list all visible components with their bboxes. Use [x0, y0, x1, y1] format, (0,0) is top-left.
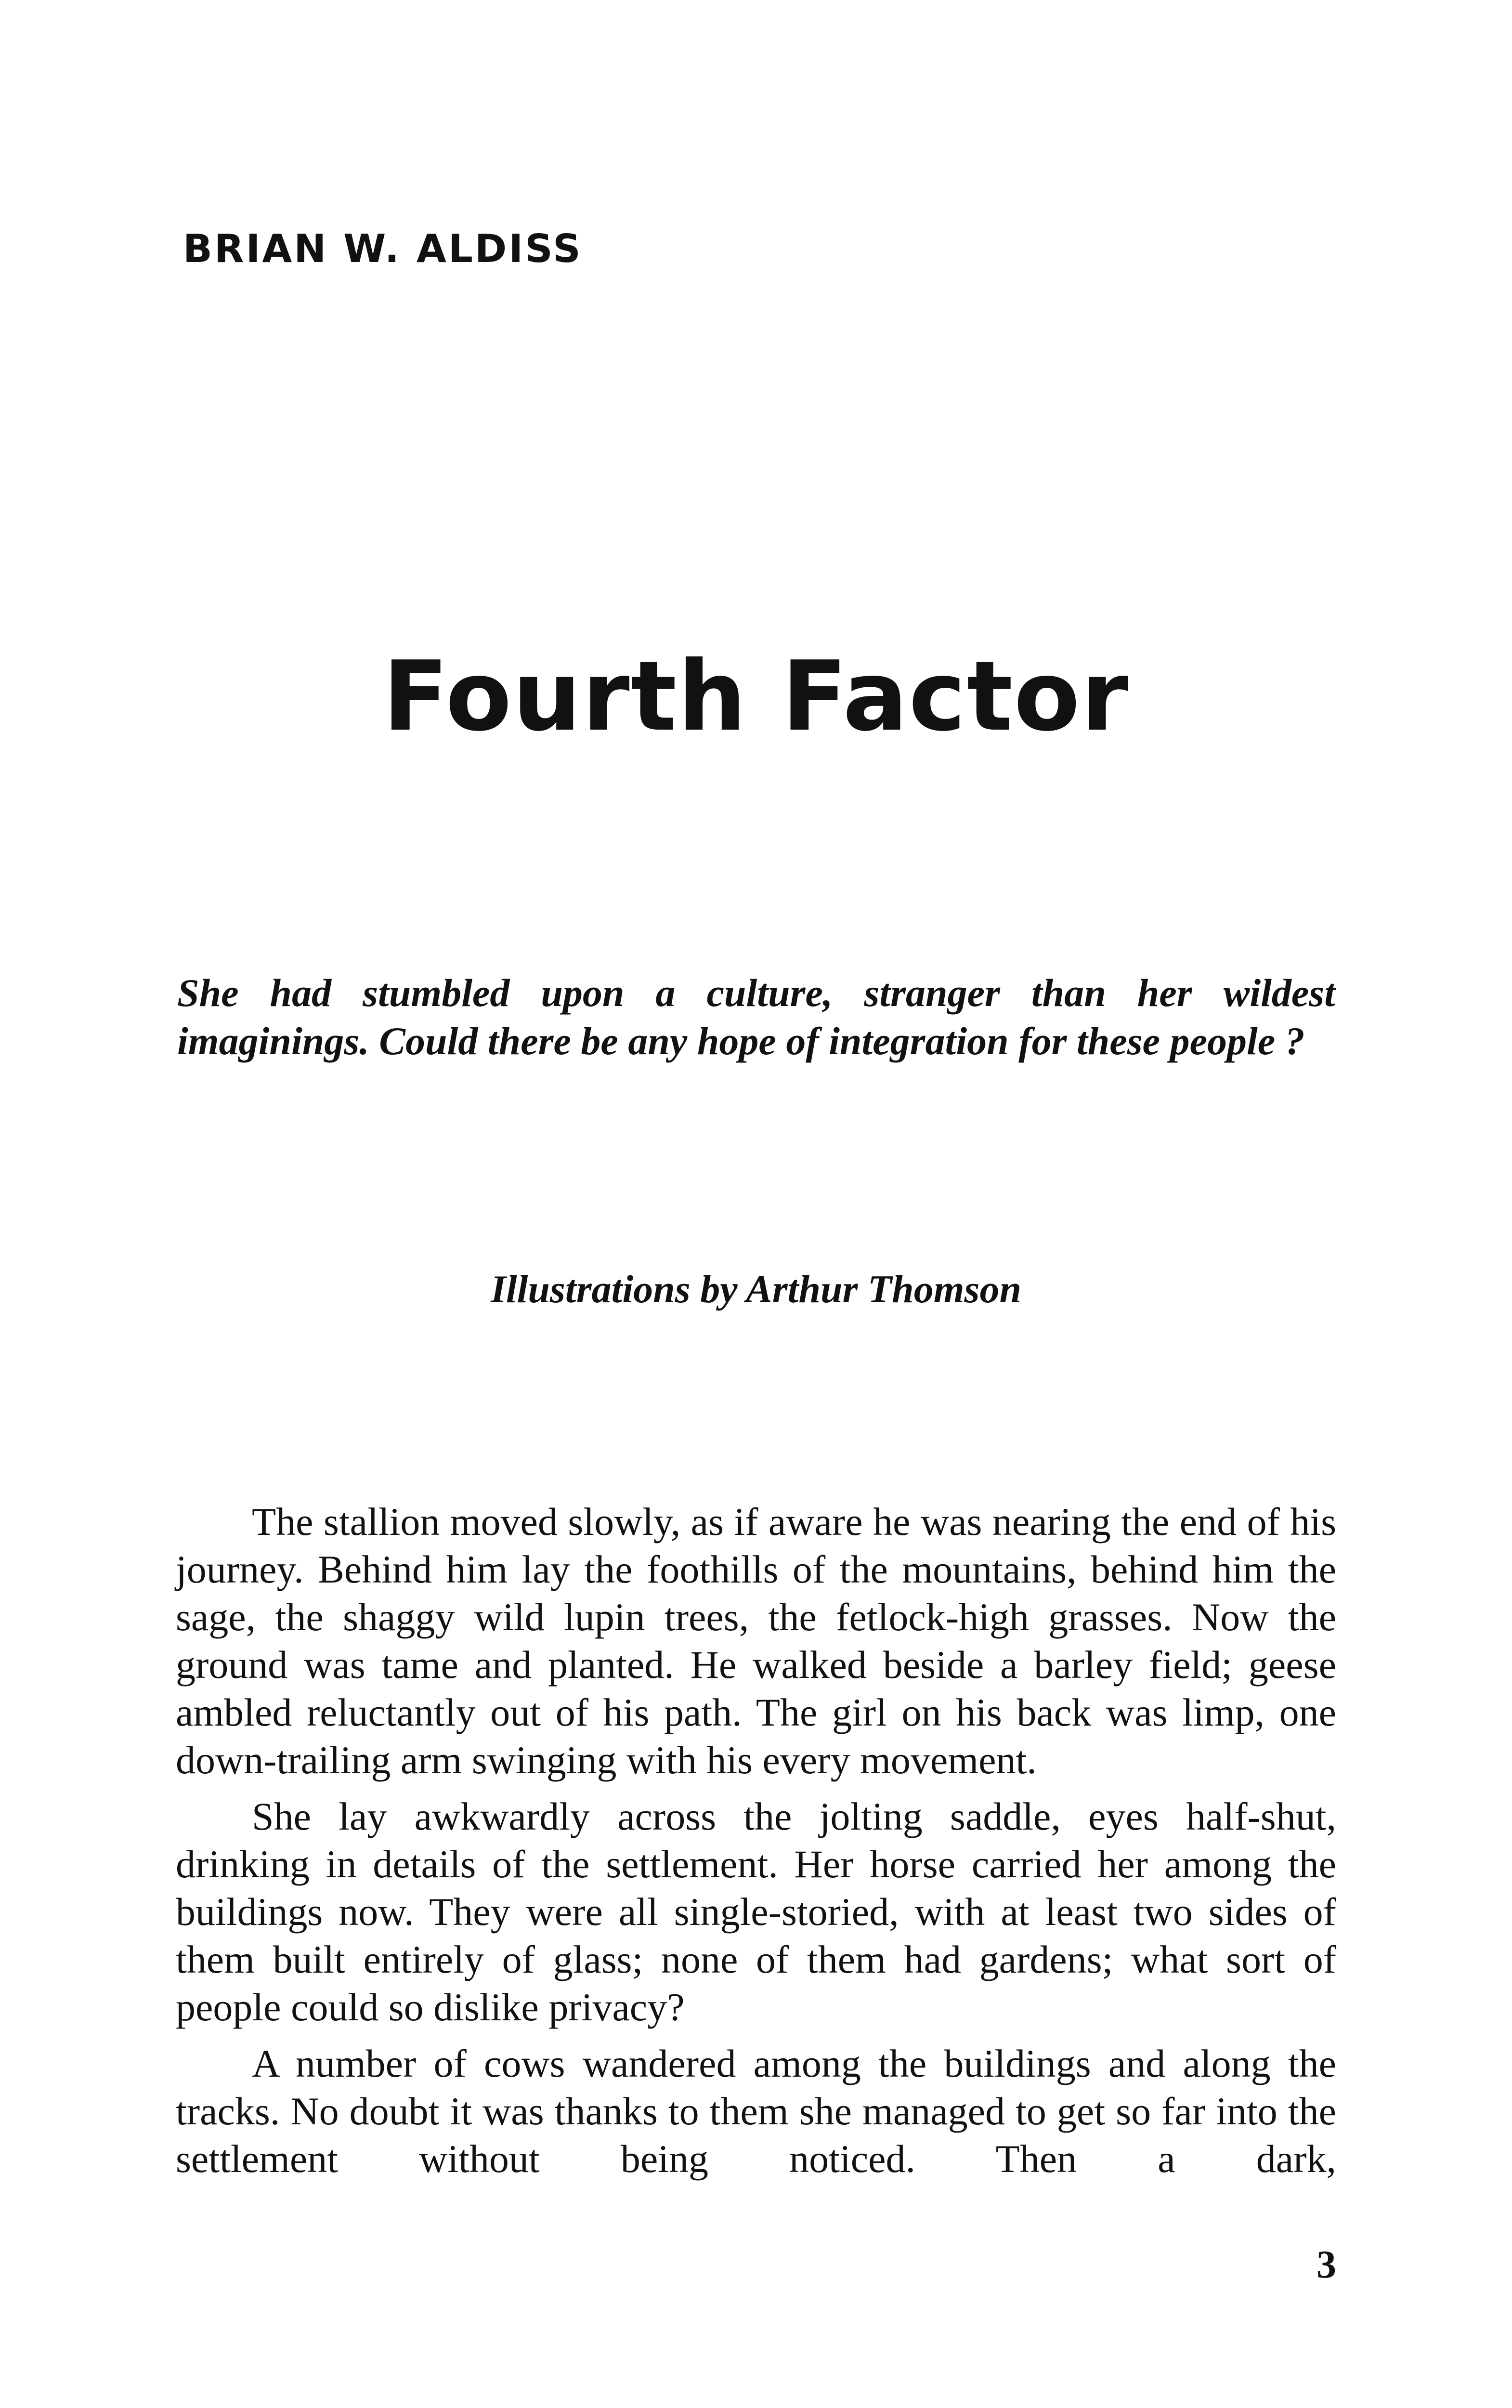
paragraph: She lay awkwardly across the jolting saddle, eyes half-shut, drinking in details of the settlement. Her horse carried her among the buildings now. They were all single-storied, with at least two sides of them built entirely of glass; none of them had gardens; what sort of people could so dislike privacy?: [176, 1794, 1336, 2029]
story-blurb: She had stumbled upon a culture, stranger than her wildest imaginings. Could there be any hope of integration for these people ?: [177, 971, 1335, 1063]
story-body: [176, 1498, 1336, 2191]
page-number: 3: [1316, 2242, 1336, 2286]
paragraph: A number of cows wandered among the buildings and along the tracks. No doubt it was thanks to them she managed to get so far into the settlement without being noticed. Then a dark,: [176, 2042, 1336, 2181]
story-title: Fourth Factor: [382, 641, 1130, 753]
paragraph: The stallion moved slowly, as if aware he was nearing the end of his journey. Behind him lay the foothills of the mountains, behind him the sage, the shaggy wild lupin trees, the fetlock-high grasses. Now the ground was tame and planted. He walked beside a barley field; geese ambled reluctantly out of his path. The girl on his back was limp, one down-trailing arm swinging with his every movement.: [176, 1500, 1336, 1782]
author-name: BRIAN W. ALDISS: [183, 226, 583, 271]
illustration-credit: Illustrations by Arthur Thomson: [490, 1267, 1022, 1311]
